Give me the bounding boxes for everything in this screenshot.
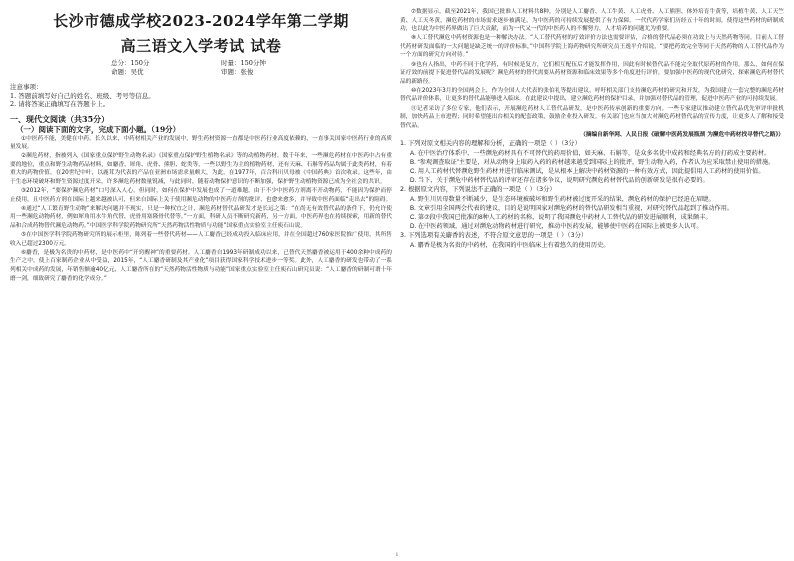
passage-paragraph: ⑧人工替代濒危中药材资源也是一种解决办法。“人工替代药材的疗效评价方法也需要评估，合格的替代品必须在功效上与天然药物等同。目前人工替代药材研发面临的一大问题是缺乏统一的评价标准，”中国科学院上海药物研究所研究员王逸平介绍说，“要把药效完全等同于天然药物的人工替代品作为一个方面的研究方向对待。” [400, 35, 784, 59]
exam-title-line2: 高三语文入学考试 试卷 [120, 37, 282, 55]
time-limit: 时量：150分钟 [221, 59, 266, 67]
passage-paragraph: ⑥麝香，是极为名贵的中药材，是中医药中“开窍醒神”的重要药材。人工麝香自1993年研制成功以来，已替代天然麝香被运用于400余种中成药的生产之中，使上百家制药企业从中受益，2015年，“人工麝香研制及其产业化”项目获得国家科学技术进步一等奖。此外，人工麝香的研发也带动了一系列相关中成药的发展，年销售额逾40亿元，人工麝香所在的“天然药物活性物质与功能”国家重点实验室主任庾石山研究员说：“人工麝香的研制可谓十年磨一剑，细致研究了麝香的化学成分。” [10, 249, 392, 282]
passage-paragraph: ③2012年，“要保护濒危药材”口号深入人心，但同时，如何在保护中发展也成了一道难题。由于不少中医药方剂离不开动物药，不能因为保护而停止使用，且中医药方剂在国际上越来越被认可，但来自国际上关于使用濒危动物的中医药方剂的批评，也愈来愈多，并导致中医药面临“走出去”的阻碍。 [10, 188, 392, 203]
answer-option: B. “参观调查取证”主要是，对从动物身上取药入药的药材越来越受到国际上的批评，野生动物入药，作者认为应采取禁止使用的措施。 [410, 158, 775, 166]
passage-source: （摘编自新华网、人民日报《破解中医药发展瓶颈 为濒危中药材找寻替代之路》） [580, 131, 784, 138]
answer-option: A. 野生川贝母数量不断减少，是生态环境被破坏和野生药材被过度开采的结果，濒危药材的保护已经迫在眉睫。 [410, 195, 715, 203]
passage-paragraph: ⑪记者采访了多位专家，他们表示，开展濒危药材人工替代品研发，是中医药传承创新的重要方向。一些专家建议推动建立替代品优先审评审批机制，加快药品上市进程；同时希望能出台相关的配套政策，鼓励企业投入研发。有关部门也应当加大对濒危药材替代品的宣传力度，让更多人了解和接受替代品。 [400, 105, 784, 129]
notes-heading: 注意事项： [10, 83, 43, 91]
question-stem: 1. 下列对原文相关内容的理解和分析，正确的一项是（ ）（3分） [400, 140, 581, 148]
question-stem: 2. 根据原文内容，下列说法不正确的一项是（ ）（3分） [400, 186, 556, 194]
passage-paragraph: ④通过“人工繁育野生动物”来解决问题并不现实，只是一种权宜之计，濒危药材替代品研发才是长远之策：“在尚无有效替代品的条件下，仍允许使用一些濒危动物药材，例如犀角用水牛角代替，虎骨用塞隆骨代替等。”一方面，科研人员不断研究新药，另一方面，中医药界也在持续探索，用新的替代品和合成药物替代濒危动物药。”中国医学科学院药物研究所“天然药物活性物质与功能”国家重点实验室主任庾石山说。 [10, 205, 392, 229]
passage-paragraph: ⑩在2023年3月的全国两会上，作为全国人大代表的张伯礼等提出建议，呼吁相关部门支持濒危药材的研究和开发，为我国建立一套完整的濒危药材替代品评价体系，让更多的替代品能够进入临床。在此建议中提出，建立濒危药材的保护目录，并加强对替代品的管理，促进中医药产业的可持续发展。 [400, 87, 784, 103]
answer-option: A. 在中医治疗体系中，一些濒危药材具有不可替代的药用价值，如天麻、石斛等，是众多名优中成药和经典名方的打药成主要药材。 [410, 149, 771, 157]
section-heading: 一、现代文阅读（共35分） [10, 113, 110, 124]
passage-paragraph: ⑨也有人指出，中药不同于化学药，有时候是复方，它们相互配伍后才能发挥作用，因此有时候替代品不能完全取代原药材的作用。那么，如何在保证疗效的前提下促进替代品的发展呢？濒危药材的替代需要从药材资源和临床效果等多个角度进行评价，要加强中医药的现代化研究，探索濒危药材替代品的新路径。 [400, 61, 784, 85]
answer-option: B. 文章引用全国两会代表的建议，目的是说明国家对濒危药材的替代品研发相当重视，对研究替代品起到了推动作用。 [410, 204, 734, 212]
exam-title-line1: 长沙市德成学校2023-2024学年第二学期 [53, 12, 349, 30]
notes-item: 2. 请将答案正确填写在答题卡上。 [10, 100, 110, 108]
passage-paragraph: ②濒危药材，指被列入《国家重点保护野生动物名录》《国家重点保护野生植物名录》等的动植物药材。数千年来，一些濒危药材在中医药中占有重要的地位，重点和野生动物药品材料，如麝香、犀角、虎骨、熊胆、蛇类等，一些以野生为主的植物药材，还有天麻、石斛等药品均属于此类药材，有着重大的药物价值。在20世纪中叶，以鹿茸为代表的产品在亚洲市场需求量颇大，为此，在1977年，百合科川贝母被《中国药典》首次收录。这些年，由于生态环境破坏和野生资源过度开采，许多濒危药材数量锐减，与此同时，随着动物保护意识的不断加强，保护野生动植物资源已成为全社会的共识。 [10, 153, 392, 185]
passage-paragraph: ①中医药不能，美健在中药。长久以来，中药材相关产业的发展中，野生药材资源一直都是中医药行业高度依赖的，一直事关国家中医药行业的高质量发展。 [10, 135, 392, 151]
right-column [400, 8, 784, 250]
answer-option: D. 当下，关于濒危中药材替代品的评审还存在诸多争议，说明研究濒危药材替代品的创新研发是很有必要的。 [410, 177, 709, 185]
exam-meta-row-1 [10, 59, 392, 68]
question-stem: 3. 下列选项有关麝香的表述，不符合原文意思的一项是（ ）（3分） [400, 232, 588, 240]
author: 命题：吴优 [111, 68, 144, 76]
answer-option: C. 用人工药材代替濒危野生药材并进行临床测试，是从根本上解决中药材资源的一种有效方式，因此提倡用人工药材的使用价值。 [410, 168, 765, 176]
subsection-heading: （一）阅读下面的文字，完成下面小题。（19分） [16, 124, 181, 134]
notes-item: 1. 答题前填写好自己的姓名、班级、考号等信息。 [10, 91, 155, 100]
reviewer: 审题：张俊 [221, 68, 254, 76]
passage-paragraph: ⑦数据显示，截至2021年，我国已批准人工材料共8种，分别是人工麝香、人工牛黄、人工虎骨、人工熊胆、体外培育牛黄等，培植牛黄、人工天竺黄、人工天冬黄，濒危药材的市场需求逐步被满足，为中医药的可持续发展提供了有力保障。一代代药学家们历经五十年的时间，使得这些药材的研制成功，也以此为中医药界做出了巨大贡献，而为一代又一代的中医药人的不懈努力，人才培养的问题尤为重要。 [400, 9, 784, 33]
left-column [10, 8, 392, 284]
answer-option: D. 在中医药领域，通过对濒危动物药材进行研究，推动中医药发展，能够使中医药在国际上被更多人认可。 [410, 223, 703, 231]
exam-meta-row-2 [10, 68, 392, 77]
answer-option: A. 麝香是极为名贵的中药材，在我国的中医临床上有着悠久的使用历史。 [410, 241, 610, 249]
passage-paragraph: ⑤在中国医学科学院药物研究所的展示柜里，陈列着一些替代药材——人工麝香已经成功投入临床应用，并在全国超过760家医院推广使用，其所售收入已超过2300万元。 [10, 232, 392, 247]
page-number: 1 [395, 552, 399, 558]
total-score: 总分：150分 [111, 59, 150, 67]
answer-option: C. 第⑦段中我国已批准的8种人工药材的名称，说明了我国濒危中药材人工替代品的研发进展顺利，成果颇丰。 [410, 214, 712, 222]
